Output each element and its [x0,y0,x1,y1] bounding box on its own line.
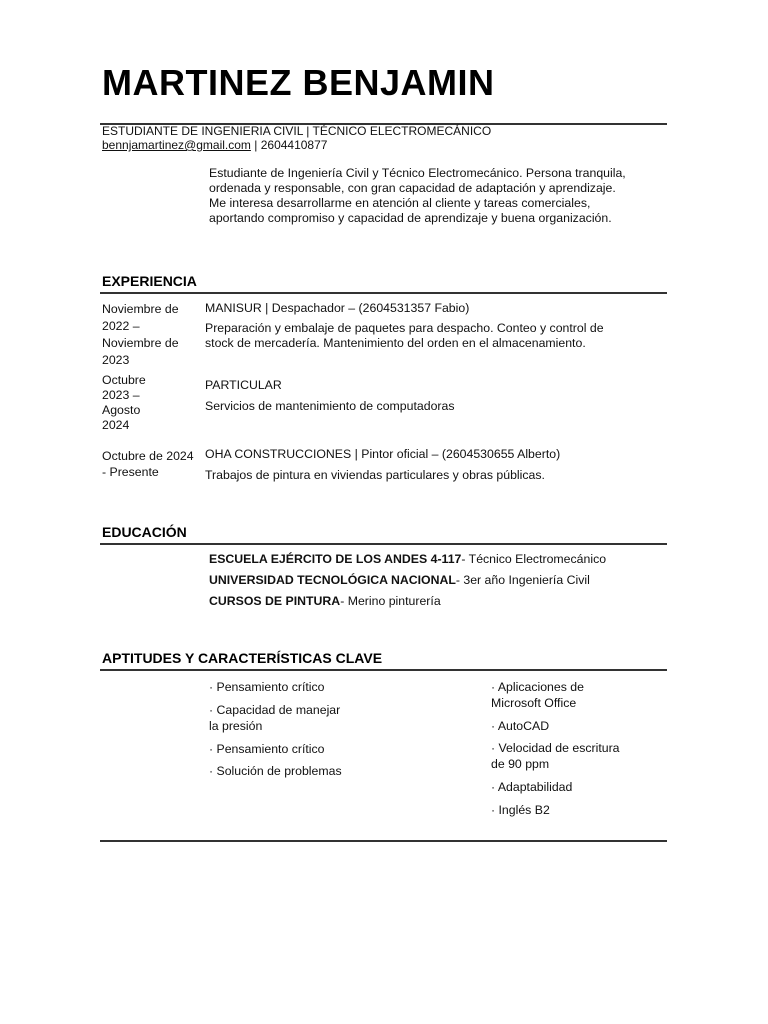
education-item [209,594,441,608]
footer-divider [100,840,667,842]
experience-desc-1: Preparación y embalaje de paquetes para despacho. Conteo y control de stock de mercadería. Mantenimiento del orden en el almacenamiento. [205,321,604,350]
experience-title-2: PARTICULAR [205,378,282,392]
skill-item: · Aplicaciones de Microsoft Office [491,680,584,710]
skill-item: · Pensamiento crítico [209,680,325,694]
experience-desc-3: Trabajos de pintura en viviendas particulares y obras públicas. [205,468,545,482]
contact-line [102,138,491,152]
skill-item: · Pensamiento crítico [209,742,325,756]
skill-item: · Solución de problemas [209,764,342,778]
skill-item: · Velocidad de escritura de 90 ppm [491,741,620,771]
headline: ESTUDIANTE DE INGENIERIA CIVIL | TÉCNICO ELECTROMECÁNICO [102,124,492,138]
skill-item: · Inglés B2 [491,803,550,817]
skill-item: · AutoCAD [491,719,550,733]
email-link[interactable]: bennjamartinez@gmail.com [102,138,251,152]
skill-item: · Adaptabilidad [491,780,573,794]
experience-date-3: Octubre de 2024 - Presente [102,449,194,479]
candidate-name: MARTINEZ BENJAMIN [102,62,495,103]
experience-heading: EXPERIENCIA [102,273,197,289]
phone-number: 2604410877 [260,138,328,152]
education-institution: ESCUELA EJÉRCITO DE LOS ANDES 4-117 [209,552,462,566]
skills-divider [100,669,667,671]
education-institution: CURSOS DE PINTURA [209,594,341,608]
experience-title-3: OHA CONSTRUCCIONES | Pintor oficial – (2604530655 Alberto) [205,447,561,461]
profile-summary: Estudiante de Ingeniería Civil y Técnico Electromecánico. Persona tranquila, ordenada y responsable, con gran capacidad de adaptación y aprendizaje. Me interesa desarrollarme en atención al cliente y tareas comerciales, aportando compromiso y capacidad de aprendizaje y buena organización. [209,166,626,225]
education-institution: UNIVERSIDAD TECNOLÓGICA NACIONAL [209,573,456,587]
education-divider [100,543,667,545]
education-detail: - Merino pinturería [340,594,441,608]
education-detail: - Técnico Electromecánico [461,552,607,566]
contact-block [102,124,491,152]
education-detail: - 3er año Ingeniería Civil [455,573,590,587]
skills-heading: APTITUDES Y CARACTERÍSTICAS CLAVE [102,650,383,666]
contact-separator: | [250,138,261,152]
skill-item: · Capacidad de manejar la presión [209,703,341,733]
education-item [209,552,606,566]
experience-title-1: MANISUR | Despachador – (2604531357 Fabio) [205,301,470,315]
education-heading: EDUCACIÓN [102,524,187,540]
experience-desc-2: Servicios de mantenimiento de computadoras [205,399,455,413]
experience-date-1: Noviembre de 2022 – Noviembre de 2023 [102,302,179,367]
experience-divider [100,292,667,294]
experience-date-2: Octubre 2023 – Agosto 2024 [102,373,146,432]
education-item [209,573,590,587]
